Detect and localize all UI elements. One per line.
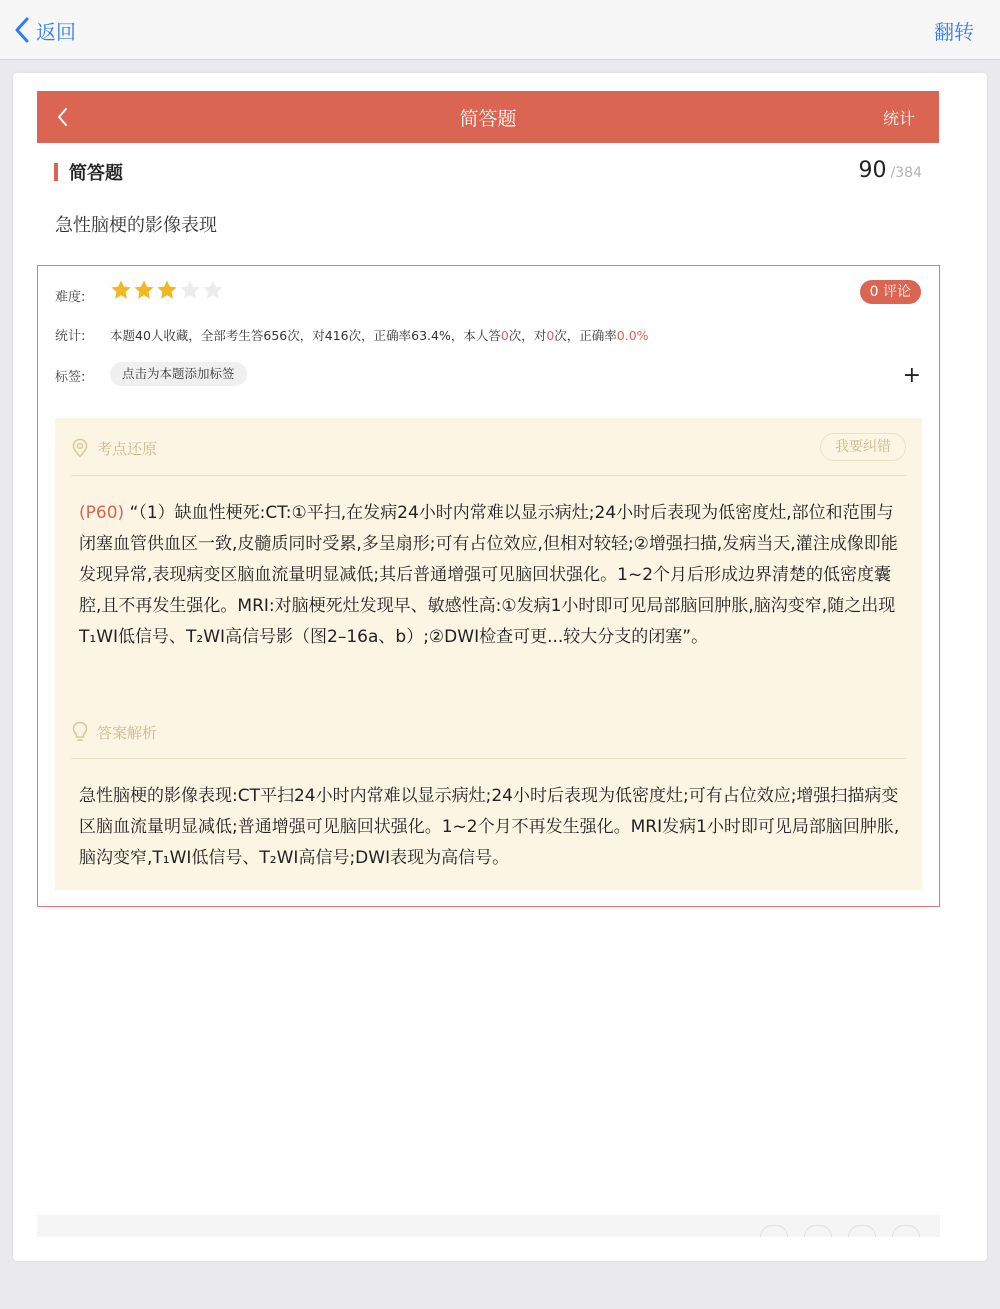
difficulty-label: 难度: xyxy=(55,290,86,305)
back-label: 返回 xyxy=(36,19,76,44)
knowledge-heading-label: 考点还原 xyxy=(97,439,158,458)
star-icon xyxy=(156,279,178,301)
question-counter xyxy=(859,158,922,183)
question-info-box xyxy=(37,265,940,907)
stats-part2: 次，对 xyxy=(508,328,547,343)
bottom-toolbar-buttons xyxy=(760,1225,936,1237)
report-error-button[interactable]: 我要纠错 xyxy=(820,433,906,461)
divider xyxy=(71,758,906,759)
analysis-heading xyxy=(71,720,157,744)
stats-part1: 本题40人收藏，全部考生答656次，对416次，正确率63.4%，本人答 xyxy=(110,328,501,343)
stats-mine-rate: 0.0% xyxy=(616,328,649,343)
app-header xyxy=(37,91,939,143)
page-reference: (P60) xyxy=(79,503,125,523)
toolbar-button[interactable] xyxy=(848,1225,876,1237)
accent-bar xyxy=(54,163,58,181)
difficulty-stars xyxy=(110,279,225,301)
toolbar-button[interactable] xyxy=(804,1225,832,1237)
tag-label: 标签: xyxy=(55,370,86,385)
plus-icon[interactable]: + xyxy=(902,363,921,388)
lightbulb-icon xyxy=(71,721,89,743)
knowledge-text xyxy=(79,498,901,653)
question-total: /384 xyxy=(890,165,922,181)
stats-text xyxy=(110,326,649,344)
stats-button[interactable]: 统计 xyxy=(882,109,915,128)
question-type xyxy=(54,160,123,184)
top-navigation-bar xyxy=(0,0,1000,60)
knowledge-heading xyxy=(71,436,157,460)
analysis-text: 急性脑梗的影像表现:CT平扫24小时内常难以显示病灶;24小时后表现为低密度灶;可有占位效应;增强扫描病变区脑血流量明显减低;普通增强可见脑回状强化。1~2个月不再发生强化。MRI发病1小时即可见局部脑回肿胀,脑沟变窄,T₁WI低信号、T₂WI高信号;DWI表现为高信号。 xyxy=(79,786,900,868)
star-icon xyxy=(179,279,201,301)
page-title: 简答题 xyxy=(459,108,517,130)
toolbar-button[interactable] xyxy=(760,1225,788,1237)
flip-button[interactable]: 翻转 xyxy=(934,20,974,44)
back-button[interactable] xyxy=(14,14,76,46)
stats-part3: 次，正确率 xyxy=(554,328,617,343)
stats-label: 统计: xyxy=(55,329,86,344)
comment-button[interactable]: 0 评论 xyxy=(860,280,921,304)
star-icon xyxy=(202,279,224,301)
answer-panel xyxy=(55,418,922,890)
chevron-left-icon xyxy=(14,17,30,43)
question-index: 90 xyxy=(858,158,887,183)
divider xyxy=(71,475,906,476)
knowledge-body: “（1）缺血性梗死:CT:①平扫,在发病24小时内常难以显示病灶;24小时后表现为低密度灶,部位和范围与闭塞血管供血区一致,皮髓质同时受累,多呈扇形;可有占位效应,但相对较轻;②增强扫描,发病当天,灌注成像即能发现异常,表现病变区脑血流量明显减低;其后普通增强可见脑回状强化。1~2个月后形成边界清楚的低密度囊腔,且不再发生强化。MRI:对脑梗死灶发现早、敏感性高:①发病1小时即可见局部脑回肿胀,脑沟变窄,随之出现T₁WI低信号、T₂WI高信号影（图2–16a、b）;②DWI检查可更...较大分支的闭塞”。 xyxy=(79,503,898,647)
star-icon xyxy=(110,279,132,301)
location-pin-icon xyxy=(71,438,89,458)
star-icon xyxy=(133,279,155,301)
add-tag-chip[interactable]: 点击为本题添加标签 xyxy=(110,362,247,386)
toolbar-button[interactable] xyxy=(892,1225,920,1237)
analysis-heading-label: 答案解析 xyxy=(97,723,158,742)
stats-mine-correct: 0 xyxy=(546,328,555,343)
question-type-label: 简答题 xyxy=(69,163,123,184)
stats-mine-count: 0 xyxy=(500,328,509,343)
question-text: 急性脑梗的影像表现 xyxy=(55,215,217,236)
